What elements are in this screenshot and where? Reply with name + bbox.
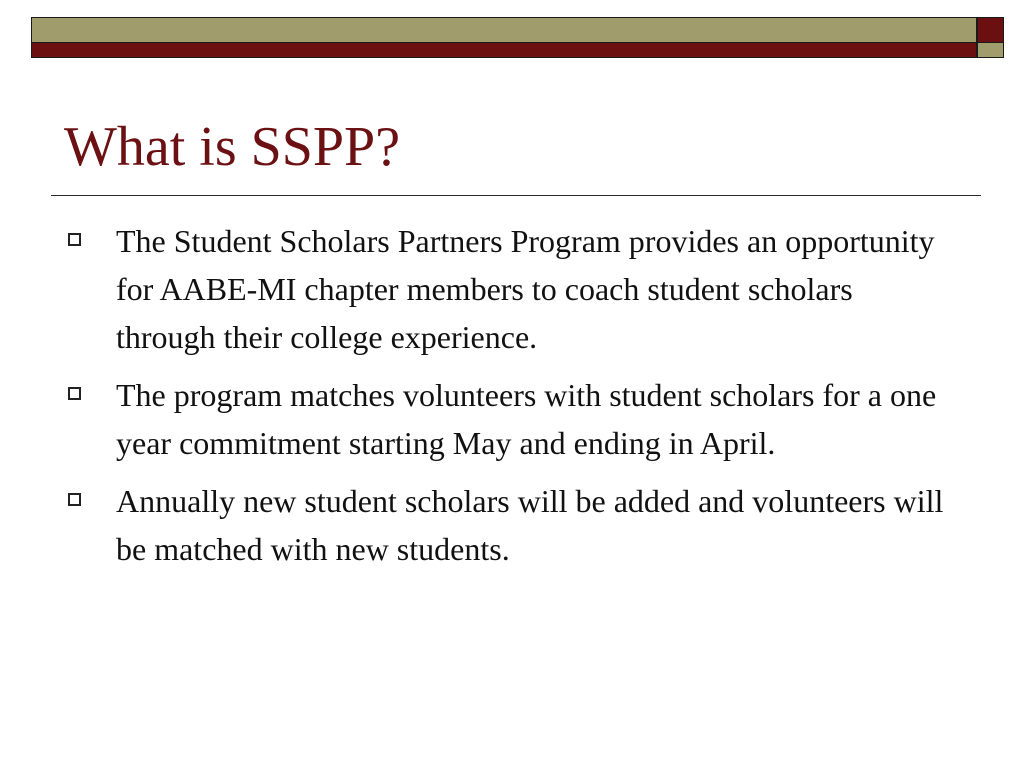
bullet-text: The Student Scholars Partners Program provides an opportunity for AABE-MI chapter members to coach student scholars through their college experience. <box>116 223 935 355</box>
hollow-square-bullet-icon <box>68 387 81 400</box>
slide-title: What is SSPP? <box>64 116 401 178</box>
bullet-item <box>64 371 954 467</box>
banner-corner-block <box>977 17 1004 58</box>
title-divider <box>51 195 981 196</box>
bullet-item <box>64 217 954 361</box>
header-banner <box>31 17 977 58</box>
hollow-square-bullet-icon <box>68 493 81 506</box>
corner-maroon-square <box>978 18 1003 42</box>
corner-olive-square <box>978 42 1003 57</box>
bullet-item <box>64 477 954 573</box>
bullet-list <box>64 217 954 583</box>
hollow-square-bullet-icon <box>68 233 81 246</box>
bullet-text: Annually new student scholars will be added and volunteers will be matched with new students. <box>116 483 944 567</box>
banner-maroon-stripe <box>32 42 976 57</box>
bullet-text: The program matches volunteers with student scholars for a one year commitment starting May and ending in April. <box>116 377 937 461</box>
banner-olive-stripe <box>32 18 976 42</box>
